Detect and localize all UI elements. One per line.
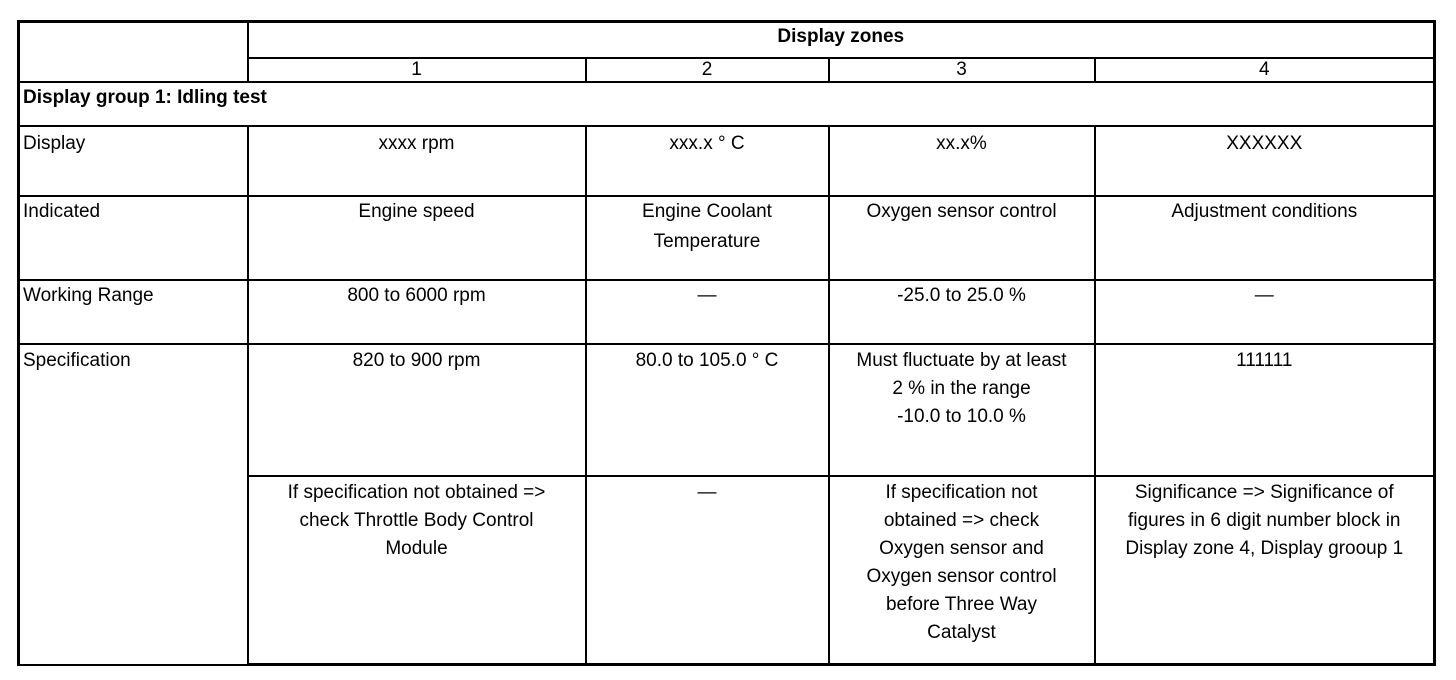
zone-number-1: 1: [248, 58, 586, 82]
table-header-row: [19, 22, 1435, 59]
zone-number-2: 2: [586, 58, 829, 82]
corner-cell: [19, 22, 248, 83]
measuring-value-table: [17, 20, 1436, 666]
spec-note-zone-3: If specification not obtained => check Oxygen sensor and Oxygen sensor control before Three Way Catalyst: [829, 476, 1095, 665]
table-row-display: [19, 126, 1435, 196]
spec-value-zone-1: 820 to 900 rpm: [248, 344, 586, 476]
table-row-specification: [19, 344, 1435, 476]
zone-number-3: 3: [829, 58, 1095, 82]
display-group-title: Display group 1: Idling test: [19, 82, 1435, 126]
table-row-indicated: [19, 196, 1435, 280]
table-row-working-range: [19, 280, 1435, 344]
zone-number-4: 4: [1095, 58, 1435, 82]
row-label-working-range: Working Range: [19, 280, 248, 344]
indicated-value-zone-2: Engine Coolant Temperature: [586, 196, 829, 280]
indicated-value-zone-3: Oxygen sensor control: [829, 196, 1095, 280]
spec-note-zone-4: Significance => Significance of figures in 6 digit number block in Display zone 4, Display grooup 1: [1095, 476, 1435, 665]
row-label-indicated: Indicated: [19, 196, 248, 280]
spec-value-zone-2: 80.0 to 105.0 ° C: [586, 344, 829, 476]
range-value-zone-1: 800 to 6000 rpm: [248, 280, 586, 344]
indicated-value-zone-1: Engine speed: [248, 196, 586, 280]
display-value-zone-4: XXXXXX: [1095, 126, 1435, 196]
row-label-specification: Specification: [19, 344, 248, 665]
display-value-zone-3: xx.x%: [829, 126, 1095, 196]
group-title-row: [19, 82, 1435, 126]
indicated-value-zone-4: Adjustment conditions: [1095, 196, 1435, 280]
spec-note-zone-1: If specification not obtained => check Throttle Body Control Module: [248, 476, 586, 665]
range-value-zone-2: —: [586, 280, 829, 344]
range-value-zone-4: —: [1095, 280, 1435, 344]
display-zones-header: Display zones: [248, 22, 1435, 59]
display-value-zone-2: xxx.x ° C: [586, 126, 829, 196]
spec-note-zone-2: —: [586, 476, 829, 665]
spec-value-zone-4: 111111: [1095, 344, 1435, 476]
row-label-display: Display: [19, 126, 248, 196]
spec-value-zone-3: Must fluctuate by at least 2 % in the range -10.0 to 10.0 %: [829, 344, 1095, 476]
display-value-zone-1: xxxx rpm: [248, 126, 586, 196]
range-value-zone-3: -25.0 to 25.0 %: [829, 280, 1095, 344]
